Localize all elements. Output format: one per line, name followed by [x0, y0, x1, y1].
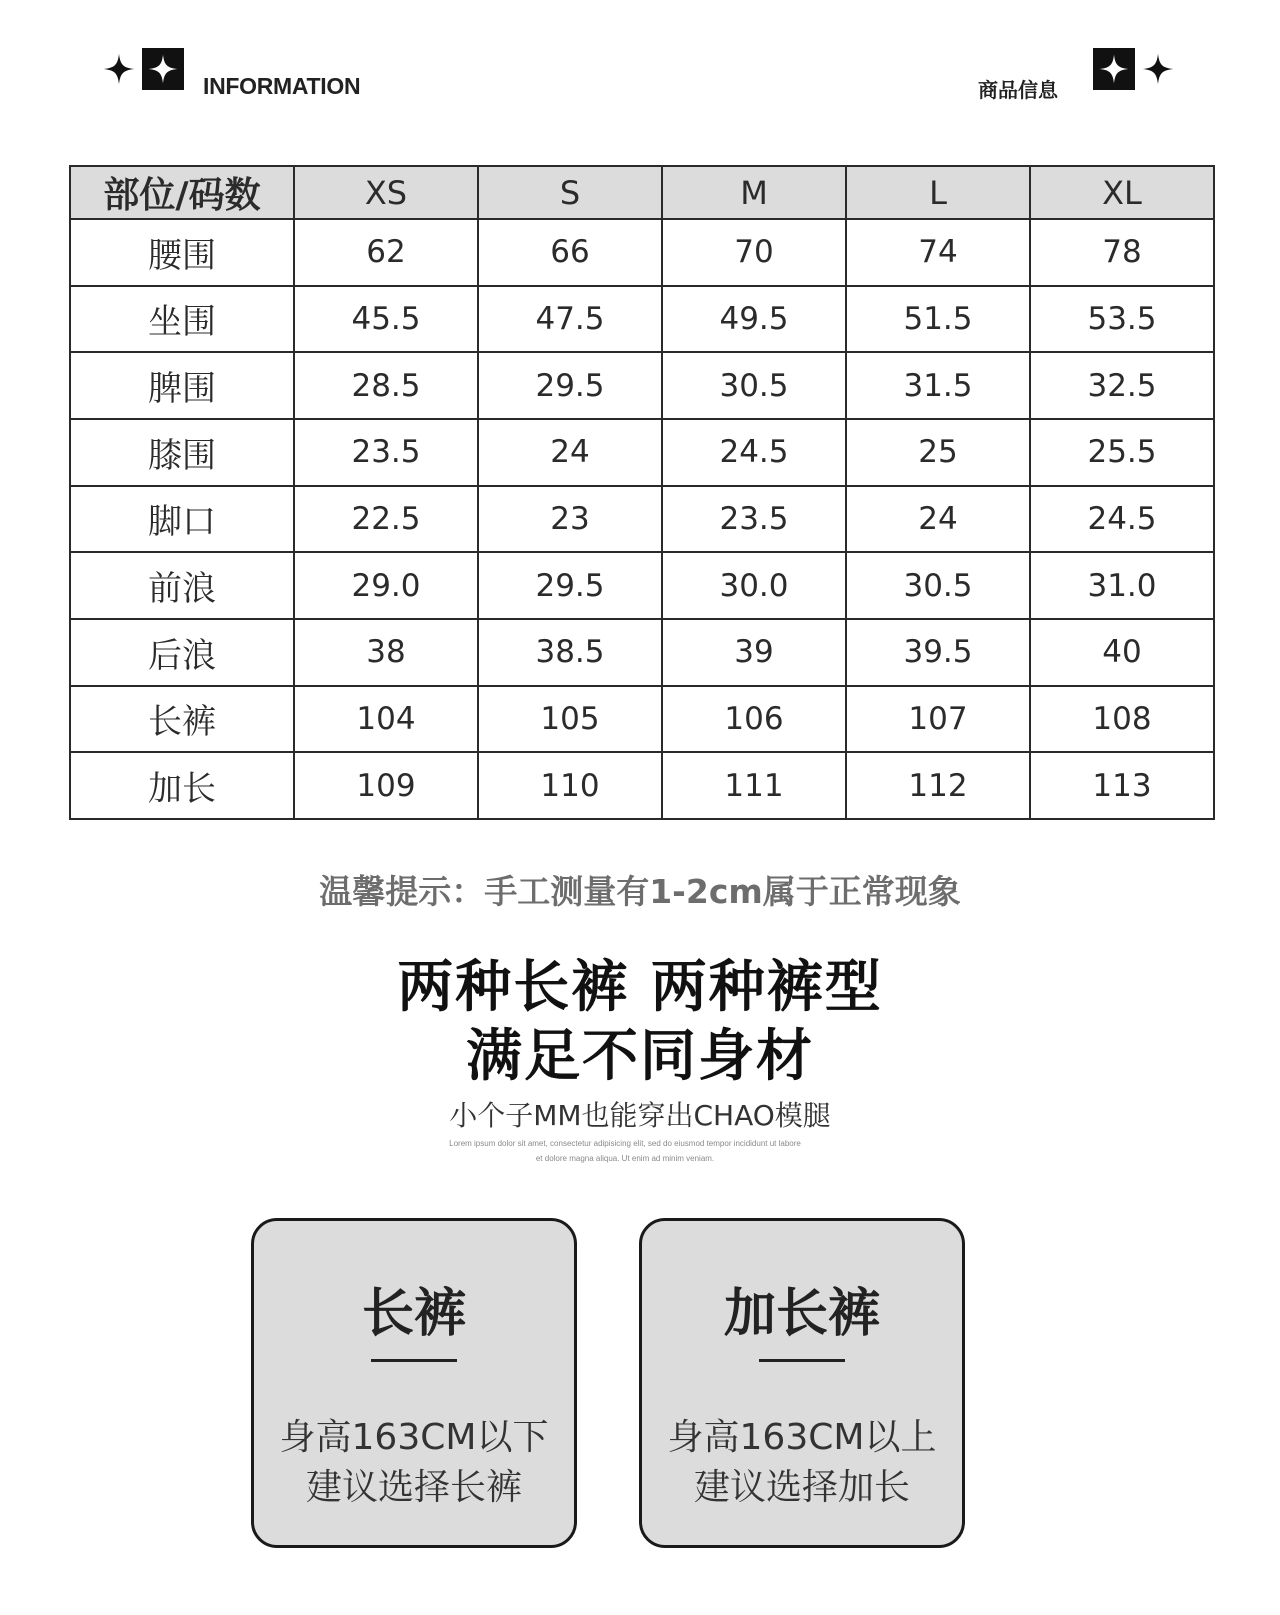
row-header-cell: 长裤 — [70, 686, 294, 753]
table-cell: 30.5 — [846, 552, 1030, 619]
page-header — [0, 48, 1280, 108]
table-cell: 22.5 — [294, 486, 478, 553]
row-header-cell: 脚口 — [70, 486, 294, 553]
table-cell: 111 — [662, 752, 846, 819]
card-title: 长裤 — [361, 1284, 466, 1344]
size-header-m: M — [662, 166, 846, 219]
boxed-star-icon — [1093, 48, 1135, 90]
headline-subline: 小个子MM也能穿出CHAO模腿 — [449, 1099, 831, 1132]
corner-header-cell: 部位/码数 — [70, 166, 294, 219]
table-cell: 39 — [662, 619, 846, 686]
measurement-tip: 温馨提示：手工测量有1-2cm属于正常现象 — [319, 872, 961, 911]
table-cell: 47.5 — [478, 286, 662, 353]
table-cell: 70 — [662, 219, 846, 286]
table-cell: 25.5 — [1030, 419, 1214, 486]
sparkle-star-icon — [1141, 52, 1175, 86]
right-star-group — [1093, 48, 1175, 90]
left-star-group — [102, 48, 184, 90]
boxed-star-icon — [142, 48, 184, 90]
table-cell: 38 — [294, 619, 478, 686]
table-cell: 32.5 — [1030, 352, 1214, 419]
table-cell: 30.0 — [662, 552, 846, 619]
card-recommendation-text: 建议选择长裤 — [305, 1467, 522, 1508]
card-divider — [371, 1359, 457, 1362]
table-cell: 66 — [478, 219, 662, 286]
table-cell: 29.5 — [478, 352, 662, 419]
table-cell: 23 — [478, 486, 662, 553]
table-cell: 113 — [1030, 752, 1214, 819]
table-row — [70, 286, 1214, 353]
table-cell: 108 — [1030, 686, 1214, 753]
table-row — [70, 486, 1214, 553]
table-header-row — [70, 166, 1214, 219]
long-pants-card — [639, 1218, 965, 1548]
row-header-cell: 后浪 — [70, 619, 294, 686]
table-row — [70, 686, 1214, 753]
table-cell: 110 — [478, 752, 662, 819]
table-cell: 24.5 — [1030, 486, 1214, 553]
table-cell: 53.5 — [1030, 286, 1214, 353]
headline-line-2: 满足不同身材 — [466, 1024, 814, 1089]
table-cell: 30.5 — [662, 352, 846, 419]
table-cell: 24.5 — [662, 419, 846, 486]
row-header-cell: 坐围 — [70, 286, 294, 353]
table-cell: 29.5 — [478, 552, 662, 619]
table-cell: 49.5 — [662, 286, 846, 353]
table-row — [70, 219, 1214, 286]
table-cell: 109 — [294, 752, 478, 819]
card-height-text: 身高163CM以上 — [667, 1417, 937, 1458]
table-cell: 38.5 — [478, 619, 662, 686]
table-cell: 23.5 — [294, 419, 478, 486]
size-header-xs: XS — [294, 166, 478, 219]
table-cell: 107 — [846, 686, 1030, 753]
size-header-l: L — [846, 166, 1030, 219]
row-header-cell: 腰围 — [70, 219, 294, 286]
table-cell: 45.5 — [294, 286, 478, 353]
table-cell: 106 — [662, 686, 846, 753]
sparkle-star-icon — [102, 52, 136, 86]
table-cell: 24 — [478, 419, 662, 486]
table-row — [70, 552, 1214, 619]
size-header-s: S — [478, 166, 662, 219]
table-cell: 31.0 — [1030, 552, 1214, 619]
information-label: INFORMATION — [203, 73, 361, 99]
table-cell: 112 — [846, 752, 1030, 819]
lorem-text-2: et dolore magna aliqua. Ut enim ad minim veniam. — [535, 1154, 715, 1163]
table-cell: 29.0 — [294, 552, 478, 619]
table-cell: 104 — [294, 686, 478, 753]
lorem-text-1: Lorem ipsum dolor sit amet, consectetur adipisicing elit, sed do eiusmod tempor incididunt ut labore — [449, 1139, 801, 1148]
card-recommendation-text: 建议选择加长 — [693, 1467, 910, 1508]
card-divider — [759, 1359, 845, 1362]
table-cell: 51.5 — [846, 286, 1030, 353]
table-cell: 24 — [846, 486, 1030, 553]
row-header-cell: 脾围 — [70, 352, 294, 419]
row-header-cell: 加长 — [70, 752, 294, 819]
card-height-text: 身高163CM以下 — [279, 1417, 549, 1458]
table-row — [70, 619, 1214, 686]
table-cell: 31.5 — [846, 352, 1030, 419]
table-row — [70, 352, 1214, 419]
card-title: 加长裤 — [723, 1284, 880, 1344]
table-cell: 40 — [1030, 619, 1214, 686]
headline-line-1: 两种长裤 两种裤型 — [397, 955, 883, 1020]
table-cell: 25 — [846, 419, 1030, 486]
table-cell: 62 — [294, 219, 478, 286]
table-cell: 74 — [846, 219, 1030, 286]
table-cell: 78 — [1030, 219, 1214, 286]
size-header-xl: XL — [1030, 166, 1214, 219]
table-cell: 23.5 — [662, 486, 846, 553]
table-cell: 28.5 — [294, 352, 478, 419]
row-header-cell: 前浪 — [70, 552, 294, 619]
size-chart-table — [69, 165, 1215, 820]
product-info-label: 商品信息 — [978, 78, 1058, 102]
regular-pants-card — [251, 1218, 577, 1548]
table-row — [70, 419, 1214, 486]
table-row — [70, 752, 1214, 819]
table-cell: 39.5 — [846, 619, 1030, 686]
row-header-cell: 膝围 — [70, 419, 294, 486]
table-cell: 105 — [478, 686, 662, 753]
